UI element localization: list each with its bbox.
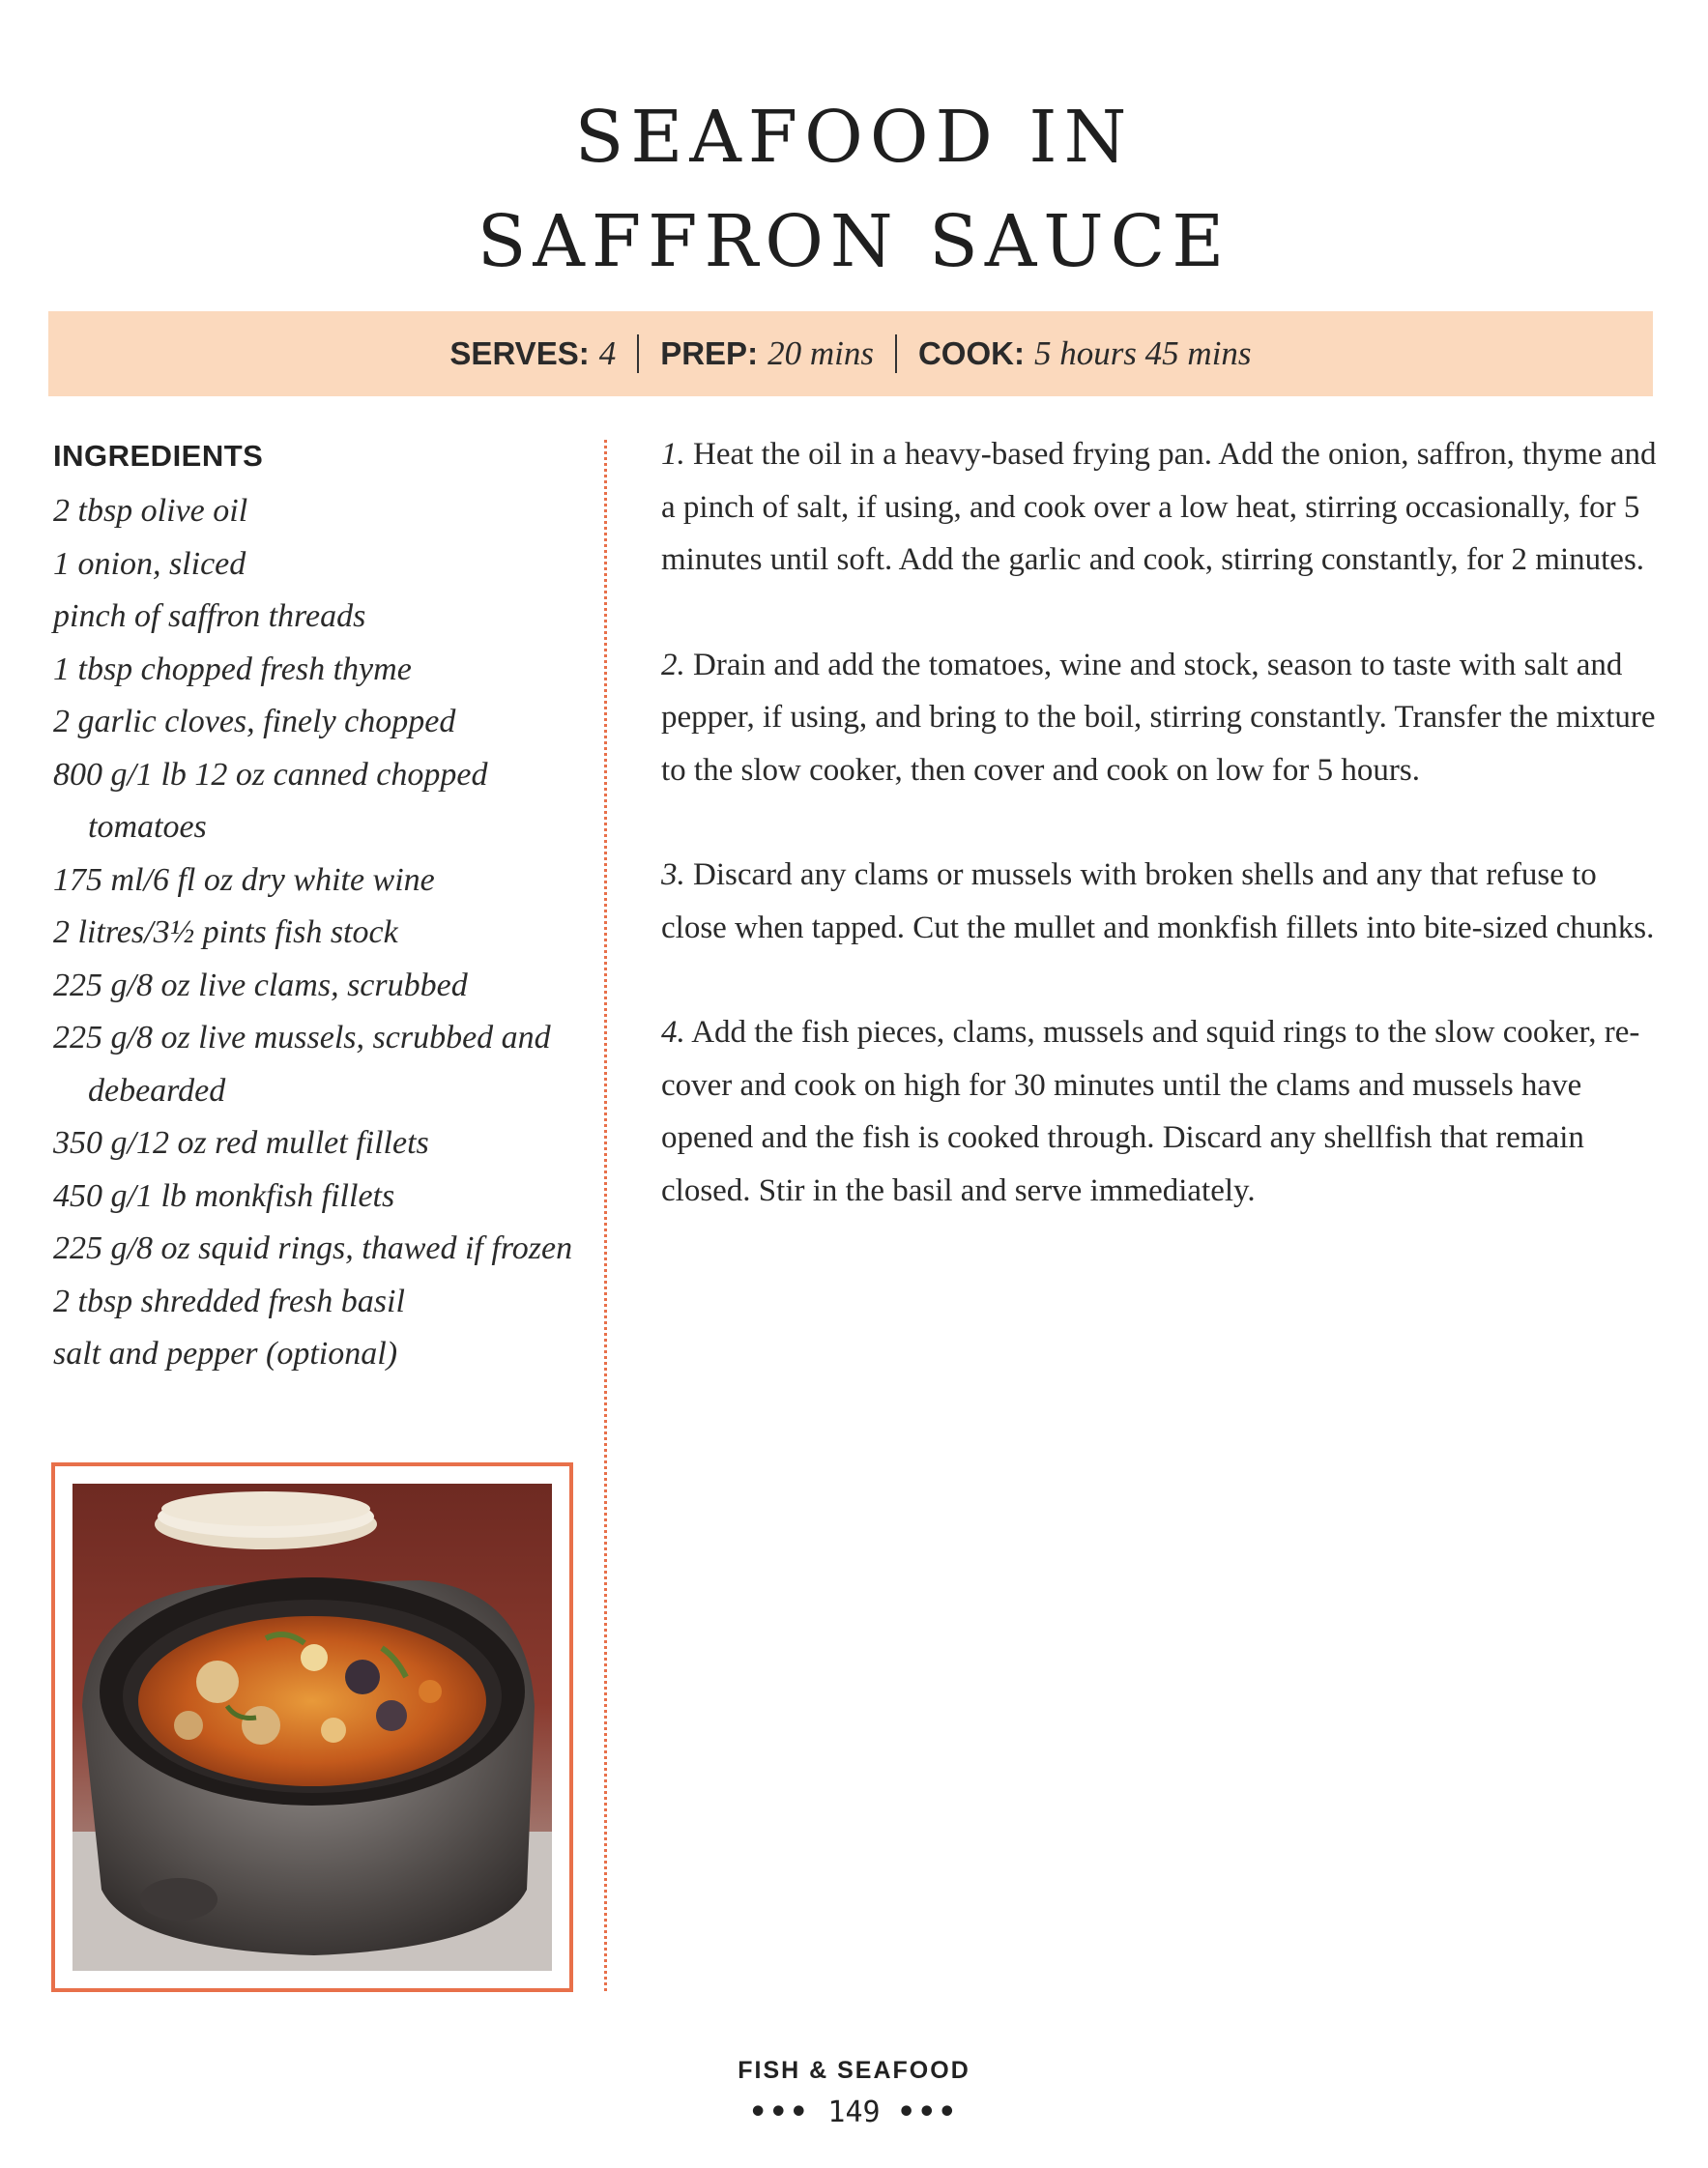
cook-value: 5 hours 45 mins: [1033, 334, 1252, 372]
cook-info: [918, 334, 1252, 373]
column-divider: [604, 440, 607, 1991]
ingredient-item: 450 g/1 lb monkfish fillets: [53, 1177, 395, 1214]
method-step: [661, 639, 1659, 797]
serves-label: SERVES:: [449, 335, 590, 371]
meta-separator: [895, 334, 897, 373]
prep-label: PREP:: [660, 335, 759, 371]
prep-info: [660, 334, 874, 373]
ingredient-item: 175 ml/6 fl oz dry white wine: [53, 861, 435, 898]
page-number-row: [0, 2096, 1708, 2129]
dish-photo: [72, 1484, 552, 1971]
ingredient-item: 1 tbsp chopped fresh thyme: [53, 650, 412, 687]
method-step: [661, 1006, 1659, 1217]
ingredients-heading: INGREDIENTS: [53, 439, 264, 473]
step-text: Heat the oil in a heavy-based frying pan. Add the onion, saffron, thyme and a pinch of salt, if using, and cook over a low heat, stirring occasionally, for 5 minutes until soft. Add the garlic and cook, stirring constantly, for 2 minutes.: [661, 437, 1657, 577]
ingredient-item: 2 tbsp shredded fresh basil: [53, 1283, 405, 1319]
title-line-1: SEAFOOD IN: [574, 96, 1134, 179]
ingredients-column: [53, 433, 594, 1381]
step-number: 3.: [661, 857, 685, 892]
meta-separator: [637, 334, 639, 373]
dish-photo-frame: [51, 1462, 573, 1992]
dots-left: •••: [749, 2096, 811, 2129]
ingredient-item: 225 g/8 oz live mussels, scrubbed and debearded: [53, 1020, 551, 1109]
recipe-title: [0, 85, 1708, 294]
cook-label: COOK:: [917, 335, 1025, 371]
step-text: Drain and add the tomatoes, wine and stock, season to taste with salt and pepper, if using, and bring to the boil, stirring constantly. Transfer the mixture to the slow cooker, then cover and cook on low for 5 hours.: [661, 647, 1656, 788]
recipe-meta-band: [48, 311, 1653, 396]
step-number: 2.: [661, 647, 685, 682]
step-text: Add the fish pieces, clams, mussels and squid rings to the slow cooker, re-cover and cook on high for 30 minutes until the clams and mussels have opened and the fish is cooked through. Discard any shellfish that remain closed. Stir in the basil and serve immediately.: [661, 1015, 1640, 1208]
ingredient-item: 800 g/1 lb 12 oz canned chopped tomatoes: [53, 756, 488, 845]
ingredient-item: 225 g/8 oz live clams, scrubbed: [53, 967, 468, 1003]
prep-value: 20 mins: [767, 334, 874, 372]
ingredient-item: pinch of saffron threads: [53, 598, 366, 634]
ingredient-item: 2 tbsp olive oil: [53, 493, 248, 529]
dots-right: •••: [897, 2096, 959, 2129]
step-number: 4.: [661, 1015, 685, 1050]
method-step: [661, 849, 1659, 954]
serves-value: 4: [598, 334, 617, 372]
ingredient-item: salt and pepper (optional): [53, 1336, 398, 1372]
page-number: 149: [827, 2096, 881, 2129]
ingredient-item: 1 onion, sliced: [53, 545, 246, 582]
slow-cooker-seafood-image: [72, 1484, 552, 1971]
ingredient-item: 225 g/8 oz squid rings, thawed if frozen: [53, 1230, 573, 1266]
ingredient-item: 350 g/12 oz red mullet fillets: [53, 1125, 429, 1161]
method-step: [661, 428, 1659, 587]
ingredients-list: [53, 485, 594, 1381]
method-column: [661, 428, 1659, 1269]
title-line-2: SAFFRON SAUCE: [477, 200, 1231, 283]
section-name: FISH & SEAFOOD: [738, 2057, 970, 2084]
step-number: 1.: [661, 437, 685, 472]
ingredient-item: 2 litres/3½ pints fish stock: [53, 914, 398, 950]
serves-info: [449, 334, 616, 373]
step-text: Discard any clams or mussels with broken shells and any that refuse to close when tapped. Cut the mullet and monkfish fillets into bite-sized chunks.: [661, 857, 1655, 945]
ingredient-item: 2 garlic cloves, finely chopped: [53, 704, 456, 739]
